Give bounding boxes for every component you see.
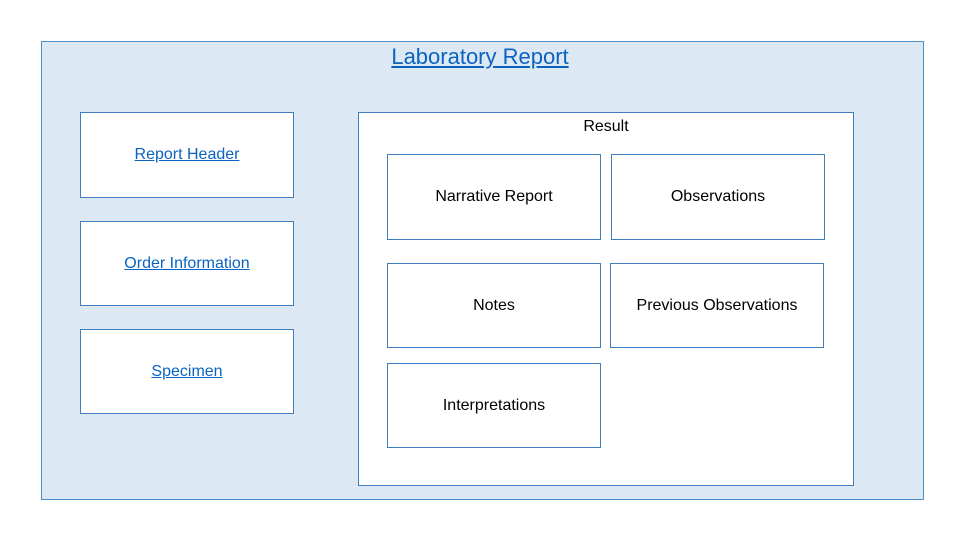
previous-observations-label: Previous Observations (636, 296, 798, 314)
interpretations-box (387, 363, 601, 448)
order-information-box (80, 221, 294, 306)
specimen-box (80, 329, 294, 414)
report-header-link[interactable]: Report Header (134, 146, 240, 163)
laboratory-report-title-link[interactable]: Laboratory Report (391, 44, 569, 69)
specimen-link[interactable]: Specimen (151, 362, 223, 380)
narrative-report-box (387, 154, 601, 240)
notes-box (387, 263, 601, 348)
observations-box (611, 154, 825, 240)
interpretations-label: Interpretations (442, 396, 546, 414)
report-header-box (80, 112, 294, 198)
order-information-link[interactable]: Order Information (124, 254, 250, 272)
previous-observations-box (610, 263, 824, 348)
notes-label: Notes (473, 296, 515, 314)
observations-label: Observations (670, 188, 766, 205)
narrative-report-label: Narrative Report (435, 188, 553, 205)
result-title: Result (583, 118, 629, 135)
